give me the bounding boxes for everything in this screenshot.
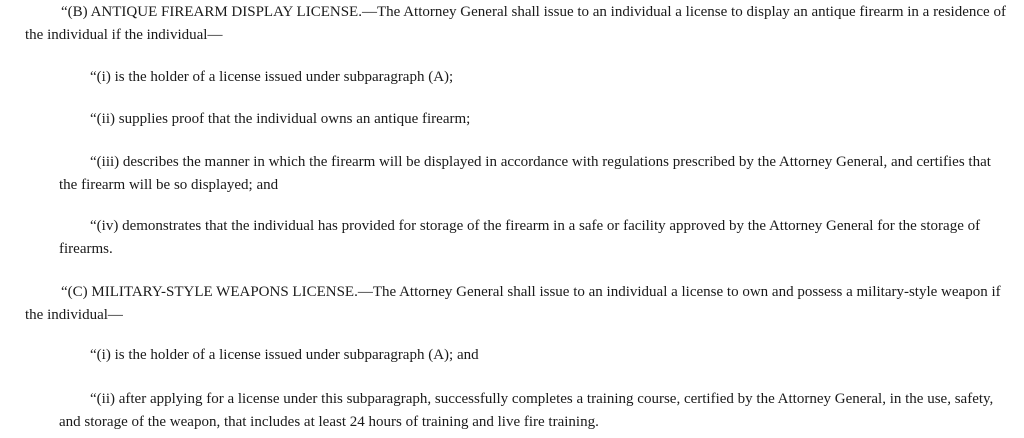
subsection-c-clause-ii: “(ii) after applying for a license under this subparagraph, successfully completes a training course, certified by the Attorney General, in the use, safety, and storage of the weapon, that includes at least 24 hours of training and live fire training. [59,391,994,430]
subsection-b-clause-iv: “(iv) demonstrates that the individual has provided for storage of the firearm in a safe or facility approved by the Attorney General for the storage of firearms. [59,218,981,257]
subsection-c-clause-i: “(i) is the holder of a license issued under subparagraph (A); and [90,347,479,363]
subsection-b-clause-i: “(i) is the holder of a license issued under subparagraph (A); [90,69,454,85]
subsection-b-clause-ii: “(ii) supplies proof that the individual owns an antique firearm; [90,111,471,127]
subsection-c-body: —The Attorney General shall issue to an individual a license to own and possess a military-style weapon if the individual— [25,284,1001,323]
subsection-c-heading: “(C) MILITARY-STYLE WEAPONS LICENSE. [61,284,358,300]
subsection-b-heading: “(B) ANTIQUE FIREARM DISPLAY LICENSE. [61,4,362,20]
subsection-b-paragraph [25,1,1017,47]
subsection-b-clause-iii: “(iii) describes the manner in which the firearm will be displayed in accordance with regulations prescribed by the Attorney General, and certifies that the firearm will be so displayed; and [59,154,991,193]
subsection-c-paragraph [25,281,1005,327]
subsection-b-body: —The Attorney General shall issue to an individual a license to display an antique firearm in a residence of the individual if the individual— [25,4,1006,43]
